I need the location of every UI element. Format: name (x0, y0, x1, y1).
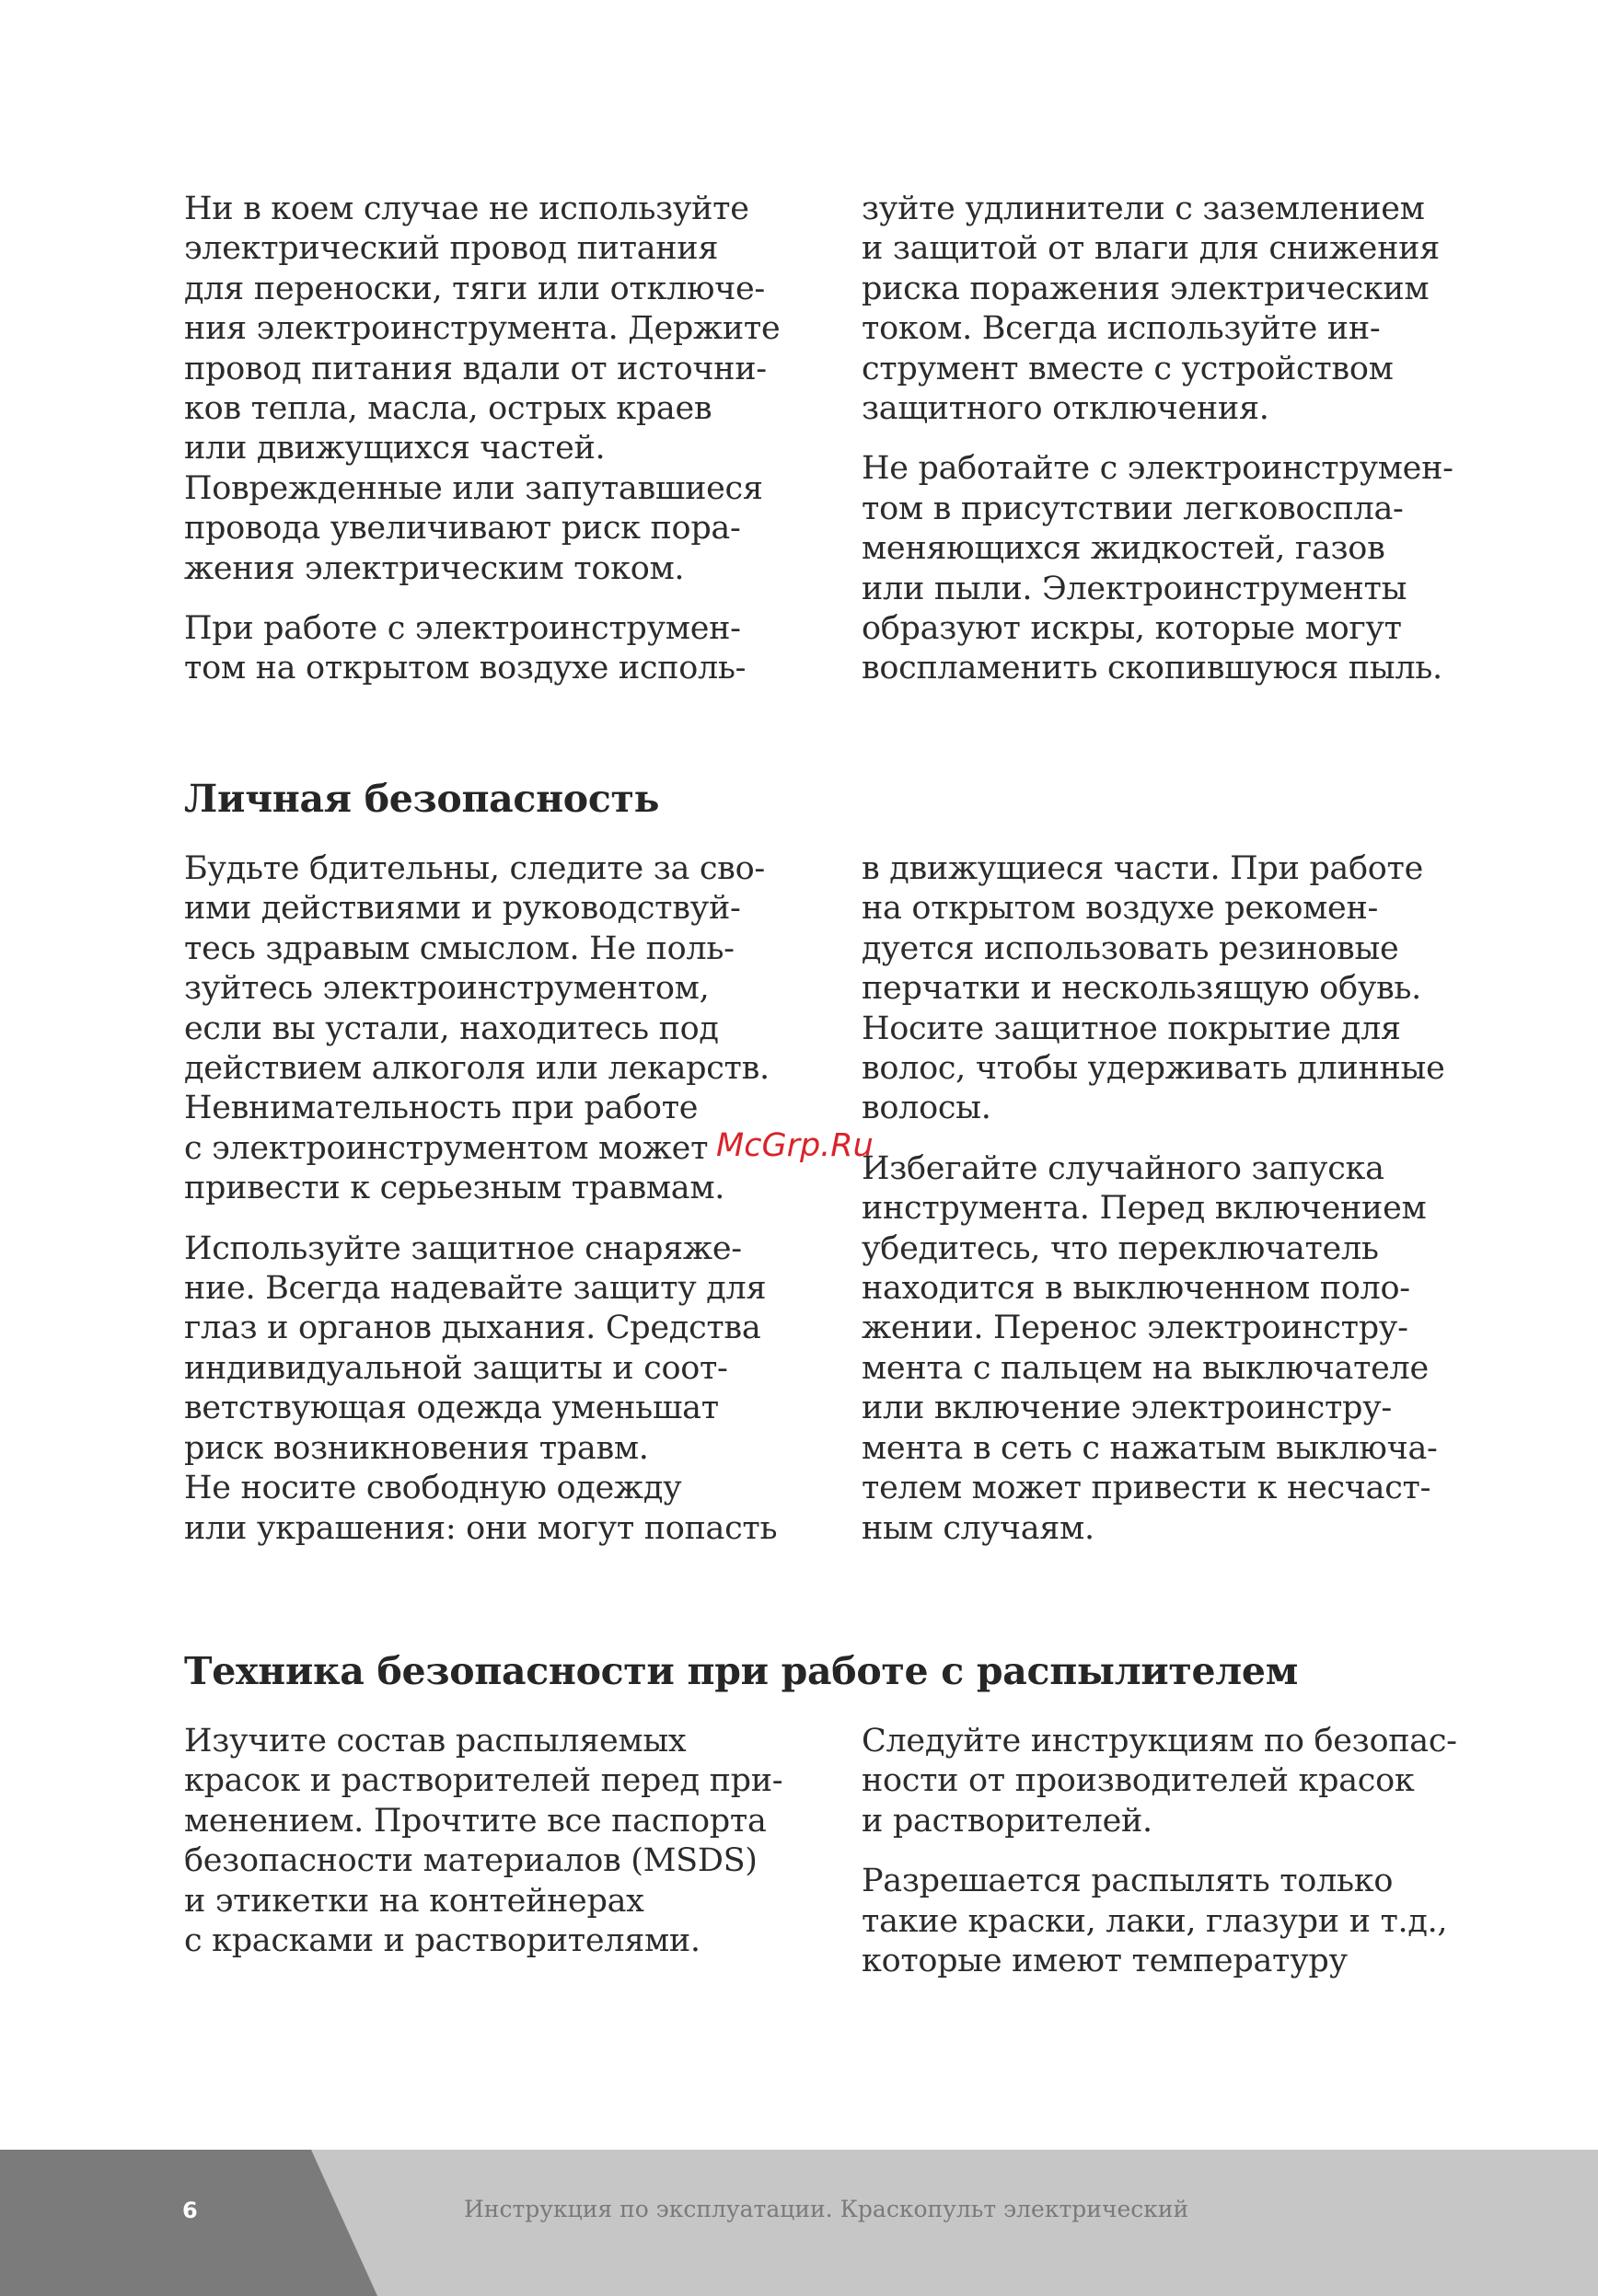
text-line: тесь здравым смыслом. Не поль- (184, 929, 735, 967)
sprayer-col-1 (184, 1722, 810, 1961)
text-line: находится в выключенном поло- (862, 1270, 1410, 1308)
text-line: Используйте защитное снаряже- (184, 1229, 742, 1267)
text-line: Поврежденные или запутавшиеся (184, 469, 763, 507)
text-line: красок и растворителей перед при- (184, 1762, 783, 1800)
text-line: ветствующая одежда уменьшат (184, 1390, 719, 1427)
page-number: 6 (182, 2198, 198, 2223)
text-line: и этикетки на контейнерах (184, 1882, 644, 1920)
paragraph (184, 1722, 810, 1961)
personal-safety-heading: Личная безопасность (184, 777, 660, 821)
text-line: и защитой от влаги для снижения (862, 230, 1440, 268)
text-line: которые имеют температуру (862, 1943, 1348, 1980)
text-line: или пыли. Электроинструменты (862, 570, 1407, 607)
text-line: зуйте удлинители с заземлением (862, 190, 1425, 227)
text-line: менением. Прочтите все паспорта (184, 1802, 767, 1840)
text-line: инструмента. Перед включением (862, 1190, 1427, 1228)
text-line: риск возникновения травм. (184, 1429, 649, 1467)
text-line: образуют искры, которые могут (862, 610, 1402, 648)
text-line: ния электроинструмента. Держите (184, 310, 781, 348)
text-line: Следуйте инструкциям по безопас- (862, 1723, 1457, 1759)
top-col-2 (862, 190, 1488, 689)
text-line: Невнимательность при работе (184, 1090, 699, 1127)
paragraph (862, 849, 1488, 1129)
text-line: жения электрическим током. (184, 549, 685, 587)
text-line: на открытом воздухе рекомен- (862, 890, 1379, 928)
text-line: или движущихся частей. (184, 430, 606, 467)
text-line: телем может привести к несчаст- (862, 1470, 1431, 1507)
paragraph (184, 609, 810, 689)
text-line: риска поражения электрическим (862, 270, 1430, 307)
text-line: и растворителей. (862, 1802, 1152, 1840)
text-line: ими действиями и руководствуй- (184, 890, 741, 928)
text-line: дуется использовать резиновые (862, 929, 1399, 967)
text-line: привести к серьезным травмам. (184, 1170, 725, 1207)
text-line: перчатки и нескользящую обувь. (862, 970, 1421, 1008)
text-line: если вы устали, находитесь под (184, 1010, 719, 1047)
watermark-link[interactable]: McGrp.Ru (716, 1127, 874, 1164)
text-line: Разрешается распылять только (862, 1863, 1394, 1900)
text-line: провод питания вдали от источни- (184, 350, 767, 387)
text-line: для переноски, тяги или отключе- (184, 270, 765, 307)
text-line: воспламенить скопившуюся пыль. (862, 650, 1442, 687)
personal-col-2 (862, 849, 1488, 1549)
text-line: индивидуальной защиты и соот- (184, 1349, 728, 1387)
sprayer-col-2 (862, 1722, 1488, 1981)
text-line: При работе с электроинструмен- (184, 610, 741, 648)
text-line: том на открытом воздухе исполь- (184, 650, 747, 687)
text-line: такие краски, лаки, глазури и т.д., (862, 1902, 1448, 1940)
paragraph (862, 1862, 1488, 1981)
text-line: защитного отключения. (862, 390, 1269, 428)
text-line: волос, чтобы удерживать длинные (862, 1050, 1445, 1088)
text-line: электрический провод питания (184, 230, 719, 268)
text-line: с электроинструментом может (184, 1129, 709, 1167)
text-line: Будьте бдительны, следите за сво- (184, 850, 765, 887)
text-line: глаз и органов дыхания. Средства (184, 1310, 761, 1347)
text-line: безопасности материалов (MSDS) (184, 1842, 758, 1880)
sprayer-safety-heading: Техника безопасности при работе с распылителем (184, 1649, 1299, 1693)
text-line: ным случаям. (862, 1509, 1094, 1547)
text-line: Изучите состав распыляемых (184, 1723, 687, 1759)
paragraph (862, 449, 1488, 688)
paragraph (862, 1149, 1488, 1549)
text-line: Не работайте с электроинструмен- (862, 450, 1453, 488)
text-line: с красками и растворителями. (184, 1922, 701, 1960)
text-line: меняющихся жидкостей, газов (862, 530, 1385, 568)
paragraph (862, 1722, 1488, 1841)
text-line: ние. Всегда надевайте защиту для (184, 1270, 767, 1308)
page-footer (0, 2150, 1598, 2296)
text-line: Ни в коем случае не используйте (184, 190, 749, 227)
text-line: зуйтесь электроинструментом, (184, 970, 710, 1008)
text-line: Избегайте случайного запуска (862, 1149, 1384, 1187)
footer-title: Инструкция по эксплуатации. Краскопульт электрический (464, 2196, 1189, 2222)
text-line: жении. Перенос электроинстру- (862, 1310, 1408, 1347)
text-line: или украшения: они могут попасть (184, 1509, 778, 1547)
text-line: мента с пальцем на выключателе (862, 1349, 1429, 1387)
paragraph (184, 1229, 810, 1549)
text-line: мента в сеть с нажатым выключа- (862, 1429, 1438, 1467)
text-line: током. Всегда используйте ин- (862, 310, 1381, 348)
text-line: убедитесь, что переключатель (862, 1229, 1379, 1267)
text-line: ков тепла, масла, острых краев (184, 390, 712, 428)
personal-col-1 (184, 849, 810, 1549)
text-line: том в присутствии легковоспла- (862, 490, 1404, 527)
paragraph (862, 190, 1488, 429)
text-line: ности от производителей красок (862, 1762, 1415, 1800)
top-col-1 (184, 190, 810, 689)
text-line: Носите защитное покрытие для (862, 1010, 1401, 1047)
text-line: в движущиеся части. При работе (862, 850, 1424, 887)
paragraph (184, 190, 810, 589)
text-line: или включение электроинстру- (862, 1390, 1392, 1427)
text-line: провода увеличивают риск пора- (184, 510, 741, 548)
text-line: струмент вместе с устройством (862, 350, 1394, 387)
text-line: волосы. (862, 1090, 991, 1127)
text-line: действием алкоголя или лекарств. (184, 1050, 770, 1088)
text-line: Не носите свободную одежду (184, 1470, 682, 1507)
